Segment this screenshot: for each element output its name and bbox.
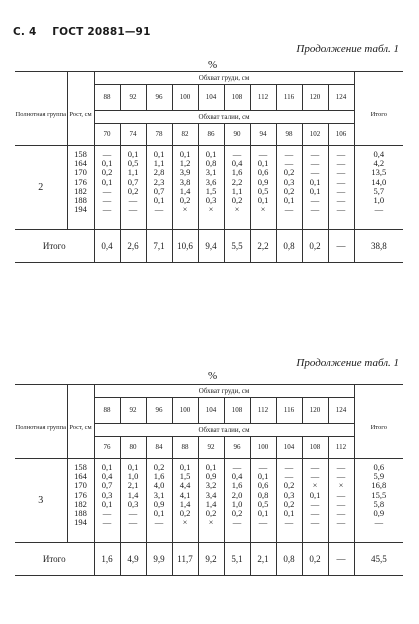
column-total-cell: 0,2 <box>302 230 328 263</box>
chest-size-cell: 120 <box>302 85 328 111</box>
value-column <box>328 459 354 543</box>
value-column <box>120 459 146 543</box>
value-column <box>146 459 172 543</box>
cell-value: 1,5 <box>179 471 191 482</box>
chest-size-cell: 116 <box>276 85 302 111</box>
cell-value: — <box>310 462 320 472</box>
cell-value: 0,2 <box>283 480 295 491</box>
cell-value: 0,1 <box>127 149 139 159</box>
cell-value: 0,9 <box>257 176 269 187</box>
chest-size-cell: 100 <box>172 85 198 111</box>
cell-value: 164 <box>74 158 87 169</box>
value-column <box>172 459 198 543</box>
column-total-cell: 2,1 <box>250 543 276 576</box>
value-column <box>276 146 302 230</box>
cell-value: × <box>208 204 214 215</box>
cell-value: 1,6 <box>231 480 243 491</box>
chest-size-cell: 112 <box>250 398 276 424</box>
waist-girth-header: Обхват талии, см <box>94 111 354 124</box>
cell-value: × <box>312 480 318 491</box>
column-total-cell: 7,1 <box>146 230 172 263</box>
heights-column <box>67 459 94 543</box>
cell-value: 0,5 <box>257 185 269 196</box>
waist-size-cell: 76 <box>94 437 120 459</box>
percent-sign: % <box>208 59 218 71</box>
cell-value: — <box>336 517 346 528</box>
cell-value: — <box>284 204 294 215</box>
cell-value: — <box>258 517 268 528</box>
cell-value: 0,2 <box>101 167 113 178</box>
value-column <box>120 146 146 230</box>
column-total-cell: 0,2 <box>302 543 328 576</box>
cell-value: 14,0 <box>371 176 387 187</box>
cell-value: 0,1 <box>153 149 165 159</box>
cell-value: — <box>128 507 138 518</box>
cell-value: 0,3 <box>283 489 295 500</box>
chest-size-cell: 116 <box>276 398 302 424</box>
cell-value: 3,8 <box>179 176 191 187</box>
waist-size-cell: 94 <box>250 124 276 146</box>
cell-value: — <box>310 149 320 159</box>
cell-value: 0,1 <box>205 149 217 159</box>
cell-value: 2,0 <box>231 489 243 500</box>
chest-size-cell: 104 <box>198 85 224 111</box>
cell-value: 15,5 <box>371 489 387 500</box>
cell-value: 5,9 <box>373 471 385 482</box>
chest-size-cell: 88 <box>94 398 120 424</box>
cell-value: 0,3 <box>101 489 113 500</box>
cell-value: 3,4 <box>205 489 217 500</box>
chest-size-cell: 100 <box>172 398 198 424</box>
cell-value: — <box>310 204 320 215</box>
cell-value: 0,9 <box>153 498 165 509</box>
cell-value: 2,3 <box>153 176 165 187</box>
cell-value: 1,0 <box>127 471 139 482</box>
cell-value: 0,2 <box>231 194 243 205</box>
cell-value: 176 <box>74 489 87 500</box>
cell-value: 0,1 <box>309 185 321 196</box>
cell-value: 0,6 <box>373 462 385 472</box>
cell-value: 0,2 <box>283 185 295 196</box>
cell-value: 0,9 <box>373 507 385 518</box>
total-row <box>15 543 403 576</box>
cell-value: 0,8 <box>257 489 269 500</box>
chest-size-cell: 124 <box>328 85 354 111</box>
column-total-cell: 5,5 <box>224 230 250 263</box>
cell-value: 0,4 <box>373 149 385 159</box>
value-column <box>250 146 276 230</box>
table-body-row <box>15 459 403 543</box>
cell-value: — <box>310 194 320 205</box>
cell-value: 182 <box>74 498 87 509</box>
cell-value: 3,9 <box>179 167 191 178</box>
value-column <box>198 459 224 543</box>
chest-size-cell: 92 <box>120 85 146 111</box>
cell-value: 0,8 <box>205 158 217 169</box>
cell-value: 1,2 <box>179 158 191 169</box>
cell-value: 0,6 <box>257 167 269 178</box>
cell-value: — <box>102 194 112 205</box>
column-total-cell: 0,8 <box>276 543 302 576</box>
cell-value: — <box>310 158 320 169</box>
grand-total-cell: 45,5 <box>354 543 403 576</box>
cell-value: 0,2 <box>179 507 191 518</box>
value-column <box>172 146 198 230</box>
value-column <box>250 459 276 543</box>
cell-value: 0,1 <box>101 498 113 509</box>
cell-value: — <box>258 149 268 159</box>
cell-value: — <box>374 517 384 528</box>
column-total-cell: 9,2 <box>198 543 224 576</box>
cell-value: 0,6 <box>257 480 269 491</box>
heights-column <box>67 146 94 230</box>
cell-value: — <box>284 517 294 528</box>
cell-value: 0,1 <box>257 158 269 169</box>
total-row <box>15 230 403 263</box>
cell-value: — <box>128 204 138 215</box>
cell-value: 188 <box>74 194 87 205</box>
cell-value: — <box>284 462 294 472</box>
cell-value: × <box>208 517 214 528</box>
cell-value: — <box>310 517 320 528</box>
cell-value: — <box>232 517 242 528</box>
group-column-header: Полнотная группа <box>15 398 67 459</box>
cell-value: 0,7 <box>127 176 139 187</box>
cell-value: 170 <box>74 480 87 491</box>
value-column <box>224 459 250 543</box>
cell-value: 3,6 <box>205 176 217 187</box>
value-column <box>146 146 172 230</box>
height-column-header: Рост, см <box>67 85 94 146</box>
cell-value: 0,9 <box>205 471 217 482</box>
cell-value: 194 <box>74 204 87 215</box>
cell-value: — <box>232 462 242 472</box>
cell-value: 1,1 <box>231 185 243 196</box>
column-total-cell: 2,2 <box>250 230 276 263</box>
total-column-header: Итого <box>354 398 403 459</box>
cell-value: — <box>336 462 346 472</box>
cell-value: 1,0 <box>373 194 385 205</box>
cell-value: — <box>336 167 346 178</box>
cell-value: — <box>102 149 112 159</box>
cell-value: × <box>182 204 188 215</box>
column-total-cell: 0,4 <box>94 230 120 263</box>
cell-value: — <box>310 471 320 482</box>
cell-value: 2,8 <box>153 167 165 178</box>
size-distribution-table <box>15 384 403 576</box>
total-row-label: Итого <box>15 543 94 576</box>
cell-value: 0,1 <box>257 507 269 518</box>
cell-value: 13,5 <box>371 167 387 178</box>
cell-value: 0,2 <box>205 507 217 518</box>
column-total-cell: 1,6 <box>94 543 120 576</box>
cell-value: 0,1 <box>283 507 295 518</box>
cell-value: — <box>336 498 346 509</box>
cell-value: 1,4 <box>179 498 191 509</box>
cell-value: 1,4 <box>205 498 217 509</box>
cell-value: — <box>128 194 138 205</box>
column-total-cell: 2,6 <box>120 230 146 263</box>
cell-value: — <box>284 158 294 169</box>
cell-value: — <box>102 507 112 518</box>
cell-value: 0,5 <box>127 158 139 169</box>
cell-value: 1,4 <box>127 489 139 500</box>
cell-value: 0,2 <box>283 498 295 509</box>
height-column-header: Рост, см <box>67 398 94 459</box>
waist-size-cell: 74 <box>120 124 146 146</box>
cell-value: 1,4 <box>179 185 191 196</box>
chest-girth-header: Обхват груди, см <box>94 385 354 398</box>
cell-value: 0,1 <box>309 176 321 187</box>
cell-value: 0,1 <box>101 158 113 169</box>
cell-value: — <box>154 517 164 528</box>
cell-value: 4,0 <box>153 480 165 491</box>
grand-total-cell: 38,8 <box>354 230 403 263</box>
percent-sign: % <box>208 370 218 382</box>
cell-value: 0,1 <box>101 176 113 187</box>
cell-value: 0,1 <box>153 507 165 518</box>
cell-value: 0,1 <box>205 462 217 472</box>
chest-girth-header: Обхват груди, см <box>94 72 354 85</box>
cell-value: 182 <box>74 185 87 196</box>
cell-value: 2,1 <box>127 480 139 491</box>
cell-value: — <box>102 517 112 528</box>
waist-size-cell: 112 <box>328 437 354 459</box>
cell-value: 3,1 <box>205 167 217 178</box>
cell-value: 5,8 <box>373 498 385 509</box>
value-column <box>276 459 302 543</box>
cell-value: — <box>336 194 346 205</box>
cell-value: 0,4 <box>231 158 243 169</box>
column-total-cell: 4,9 <box>120 543 146 576</box>
cell-value: — <box>128 517 138 528</box>
cell-value: — <box>284 471 294 482</box>
chest-size-cell: 112 <box>250 85 276 111</box>
chest-size-cell: 96 <box>146 398 172 424</box>
cell-value: 170 <box>74 167 87 178</box>
cell-value: 0,3 <box>205 194 217 205</box>
cell-value: 0,2 <box>153 462 165 472</box>
waist-size-cell: 80 <box>120 437 146 459</box>
cell-value: × <box>260 204 266 215</box>
cell-value: — <box>336 471 346 482</box>
cell-value: 3,1 <box>153 489 165 500</box>
column-total-cell: 11,7 <box>172 543 198 576</box>
cell-value: — <box>336 204 346 215</box>
value-column <box>302 146 328 230</box>
cell-value: 0,4 <box>231 471 243 482</box>
size-distribution-table <box>15 71 403 263</box>
cell-value: — <box>336 176 346 187</box>
chest-size-cell: 96 <box>146 85 172 111</box>
cell-value: 1,6 <box>231 167 243 178</box>
cell-value: 1,0 <box>231 498 243 509</box>
cell-value: — <box>284 149 294 159</box>
cell-value: 0,2 <box>231 507 243 518</box>
row-totals-column <box>354 146 403 230</box>
waist-girth-header: Обхват талии, см <box>94 424 354 437</box>
cell-value: 0,2 <box>127 185 139 196</box>
cell-value: 0,1 <box>153 194 165 205</box>
cell-value: — <box>310 507 320 518</box>
chest-size-cell: 88 <box>94 85 120 111</box>
waist-size-cell: 106 <box>328 124 354 146</box>
cell-value: 0,7 <box>101 480 113 491</box>
cell-value: — <box>336 149 346 159</box>
cell-value: 0,1 <box>101 462 113 472</box>
waist-size-cell: 96 <box>224 437 250 459</box>
cell-value: 4,1 <box>179 489 191 500</box>
column-total-cell: — <box>328 230 354 263</box>
cell-value: × <box>234 204 240 215</box>
column-total-cell: 9,4 <box>198 230 224 263</box>
group-number: 3 <box>15 459 67 543</box>
cell-value: — <box>336 158 346 169</box>
cell-value: — <box>232 149 242 159</box>
waist-size-cell: 86 <box>198 124 224 146</box>
column-total-cell: 5,1 <box>224 543 250 576</box>
cell-value: 3,2 <box>205 480 217 491</box>
value-column <box>94 459 120 543</box>
cell-value: 0,4 <box>101 471 113 482</box>
cell-value: 1,5 <box>205 185 217 196</box>
group-column-header: Полнотная группа <box>15 85 67 146</box>
cell-value: — <box>310 498 320 509</box>
cell-value: 4,4 <box>179 480 191 491</box>
value-column <box>94 146 120 230</box>
column-total-cell: 0,8 <box>276 230 302 263</box>
chest-size-cell: 120 <box>302 398 328 424</box>
cell-value: 1,1 <box>127 167 139 178</box>
standard-code: ГОСТ 20881—91 <box>52 26 151 38</box>
waist-size-cell: 102 <box>302 124 328 146</box>
waist-size-cell: 104 <box>276 437 302 459</box>
cell-value: — <box>102 185 112 196</box>
total-column-header: Итого <box>354 85 403 146</box>
cell-value: 0,5 <box>257 498 269 509</box>
column-total-cell: — <box>328 543 354 576</box>
cell-value: — <box>154 204 164 215</box>
page-number: С. 4 <box>13 26 37 38</box>
cell-value: — <box>374 204 384 215</box>
waist-size-cell: 108 <box>302 437 328 459</box>
cell-value: 158 <box>74 462 87 472</box>
cell-value: — <box>336 507 346 518</box>
column-total-cell: 9,9 <box>146 543 172 576</box>
cell-value: 16,8 <box>371 480 387 491</box>
waist-size-cell: 92 <box>198 437 224 459</box>
value-column <box>224 146 250 230</box>
waist-size-cell: 88 <box>172 437 198 459</box>
cell-value: — <box>336 489 346 500</box>
total-row-label: Итого <box>15 230 94 263</box>
chest-size-cell: 124 <box>328 398 354 424</box>
cell-value: 1,1 <box>153 158 165 169</box>
cell-value: 176 <box>74 176 87 187</box>
cell-value: 194 <box>74 517 87 528</box>
cell-value: 0,1 <box>257 194 269 205</box>
cell-value: 0,2 <box>179 194 191 205</box>
group-number: 2 <box>15 146 67 230</box>
cell-value: 188 <box>74 507 87 518</box>
chest-size-cell: 108 <box>224 85 250 111</box>
cell-value: — <box>336 185 346 196</box>
cell-value: 1,6 <box>153 471 165 482</box>
waist-size-cell: 78 <box>146 124 172 146</box>
cell-value: 2,2 <box>231 176 243 187</box>
table-body-row <box>15 146 403 230</box>
row-totals-column <box>354 459 403 543</box>
cell-value: — <box>102 204 112 215</box>
cell-value: — <box>310 167 320 178</box>
cell-value: 0,1 <box>179 462 191 472</box>
cell-value: 4,2 <box>373 158 385 169</box>
cell-value: 0,3 <box>127 498 139 509</box>
column-total-cell: 10,6 <box>172 230 198 263</box>
cell-value: 0,1 <box>179 149 191 159</box>
cell-value: 164 <box>74 471 87 482</box>
chest-size-cell: 104 <box>198 398 224 424</box>
chest-size-cell: 92 <box>120 398 146 424</box>
chest-size-cell: 108 <box>224 398 250 424</box>
value-column <box>198 146 224 230</box>
cell-value: 0,3 <box>283 176 295 187</box>
waist-size-cell: 82 <box>172 124 198 146</box>
cell-value: 0,1 <box>309 489 321 500</box>
table-continuation-label: Продолжение табл. 1 <box>296 43 399 55</box>
waist-size-cell: 100 <box>250 437 276 459</box>
cell-value: 0,1 <box>127 462 139 472</box>
value-column <box>302 459 328 543</box>
cell-value: 0,2 <box>283 167 295 178</box>
waist-size-cell: 70 <box>94 124 120 146</box>
cell-value: 158 <box>74 149 87 159</box>
cell-value: 0,1 <box>257 471 269 482</box>
cell-value: × <box>338 480 344 491</box>
cell-value: 0,1 <box>283 194 295 205</box>
cell-value: × <box>182 517 188 528</box>
waist-size-cell: 90 <box>224 124 250 146</box>
cell-value: — <box>258 462 268 472</box>
waist-size-cell: 84 <box>146 437 172 459</box>
table-continuation-label: Продолжение табл. 1 <box>296 357 399 369</box>
waist-size-cell: 98 <box>276 124 302 146</box>
page-header <box>13 26 151 38</box>
cell-value: 5,7 <box>373 185 385 196</box>
cell-value: 0,7 <box>153 185 165 196</box>
value-column <box>328 146 354 230</box>
